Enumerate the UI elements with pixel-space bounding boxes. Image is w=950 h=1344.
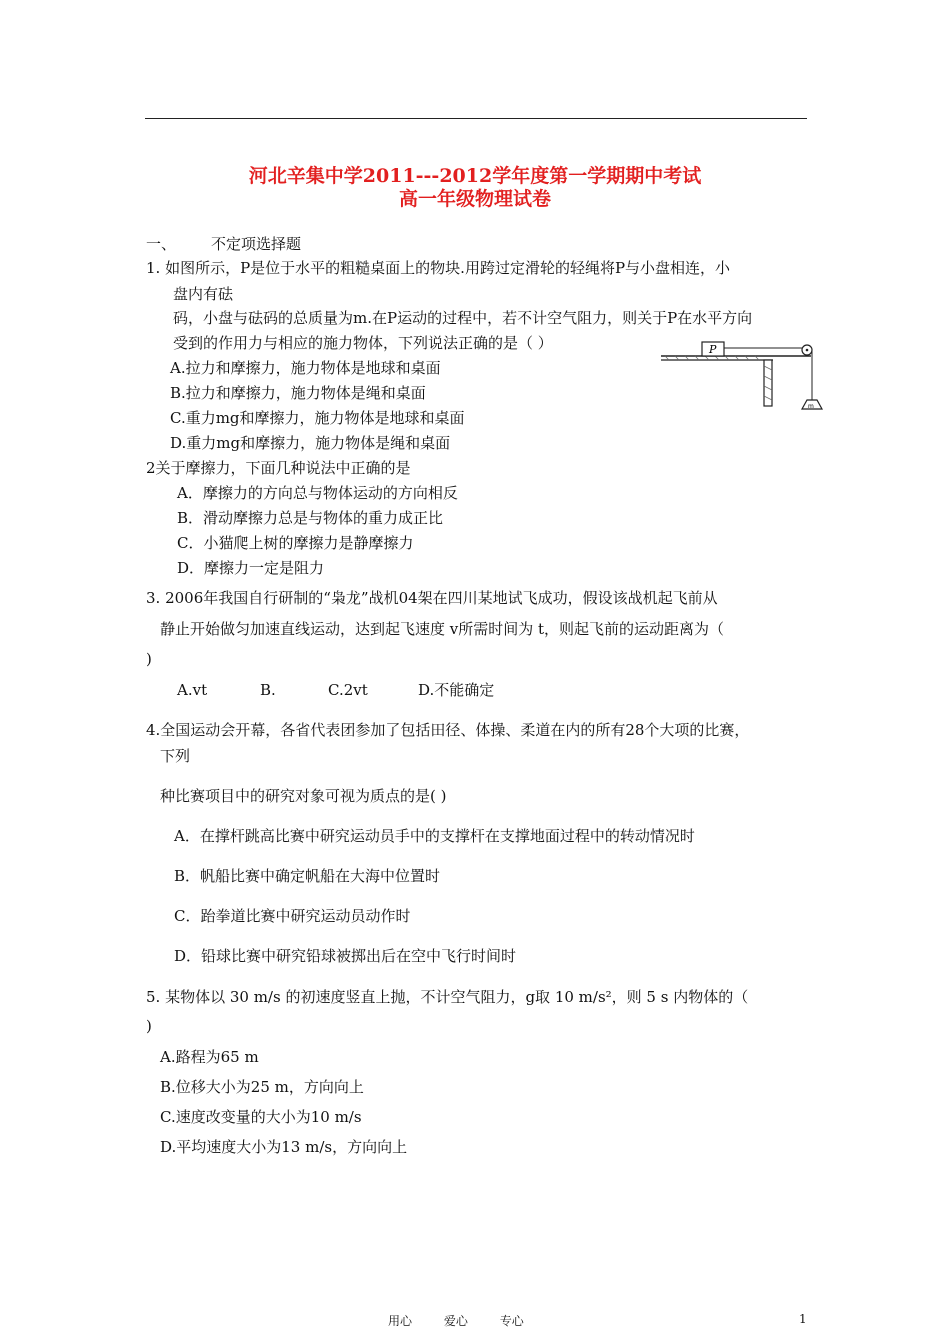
q5-option-c: C.速度改变量的大小为10 m/s: [160, 1108, 362, 1126]
section-label: 不定项选择题: [211, 235, 302, 253]
q5-option-b: B.位移大小为25 m，方向向上: [160, 1078, 364, 1096]
q3-stem-line2: 静止开始做匀加速直线运动，达到起飞速度 v所需时间为 t，则起飞前的运动距离为（: [160, 620, 725, 638]
q4-option-c: C．跆拳道比赛中研究运动员动作时: [174, 907, 411, 925]
q4-option-a: A．在撑杆跳高比赛中研究运动员手中的支撑杆在支撑地面过程中的转动情况时: [174, 827, 695, 845]
page-footer: [388, 1312, 552, 1329]
section-number: 一、: [146, 235, 177, 253]
q4-stem-line2: 下列: [160, 747, 191, 765]
q3-stem-line1: 3. 2006年我国自行研制的“枭龙”战机04架在四川某地试飞成功，假设该战机起飞前从: [146, 589, 718, 607]
q2-option-b: B．滑动摩擦力总是与物体的重力成正比: [177, 509, 444, 527]
figure-block-label: P: [709, 343, 717, 356]
exam-title: 河北辛集中学2011---2012学年度第一学期期中考试: [248, 165, 702, 187]
q2-option-a: A．摩擦力的方向总与物体运动的方向相反: [177, 484, 458, 502]
q5-option-a: A.路程为65 m: [160, 1048, 259, 1066]
q2-option-d: D．摩擦力一定是阻力: [177, 559, 325, 577]
figure-pan-label: m: [808, 403, 814, 410]
pulley-figure: [661, 334, 823, 416]
q5-stem-line2: ): [146, 1017, 152, 1035]
footer-word-2: 爱心: [443, 1314, 468, 1328]
q4-stem-line3: 种比赛项目中的研究对象可视为质点的是( ): [160, 787, 447, 805]
q3-option-d: D.不能确定: [418, 681, 495, 699]
q2-stem: 2关于摩擦力，下面几种说法中正确的是: [146, 459, 411, 477]
q1-stem-line1: 1. 如图所示，P是位于水平的粗糙桌面上的物块.用跨过定滑轮的轻绳将P与小盘相连，小: [146, 259, 731, 277]
q1-stem-line4: 受到的作用力与相应的施力物体，下列说法正确的是（ ）: [173, 334, 553, 352]
q1-option-a: A.拉力和摩擦力，施力物体是地球和桌面: [170, 359, 441, 377]
q5-stem-line1: 5. 某物体以 30 m/s 的初速度竖直上抛，不计空气阻力，g取 10 m/s²，则 5 s 内物体的（: [146, 988, 749, 1006]
q3-option-b: B.: [260, 681, 276, 699]
q3-option-a: A.vt: [177, 681, 208, 699]
q1-stem-line3: 码，小盘与砝码的总质量为m.在P运动的过程中，若不计空气阻力，则关于P在水平方向: [173, 309, 753, 327]
q3-stem-line3: ): [146, 650, 152, 668]
q1-option-b: B.拉力和摩擦力，施力物体是绳和桌面: [170, 384, 426, 402]
q1-option-c: C.重力mg和摩擦力，施力物体是地球和桌面: [170, 409, 465, 427]
footer-word-1: 用心: [388, 1314, 413, 1328]
q4-stem-line1: 4.全国运动会开幕，各省代表团参加了包括田径、体操、柔道在内的所有28个大项的比赛，: [146, 721, 750, 739]
q4-option-d: D．铅球比赛中研究铅球被掷出后在空中飞行时间时: [174, 947, 517, 965]
q4-option-b: B．帆船比赛中确定帆船在大海中位置时: [174, 867, 441, 885]
exam-subtitle: 高一年级物理试卷: [398, 188, 551, 210]
q1-option-d: D.重力mg和摩擦力，施力物体是绳和桌面: [170, 434, 451, 452]
q2-option-c: C．小猫爬上树的摩擦力是静摩擦力: [177, 534, 414, 552]
q5-option-d: D.平均速度大小为13 m/s，方向向上: [160, 1138, 408, 1156]
header-rule: [145, 118, 807, 119]
q3-option-c: C.2vt: [328, 681, 368, 699]
footer-word-3: 专心: [499, 1314, 524, 1328]
page-number: 1: [799, 1312, 807, 1326]
q1-stem-line2: 盘内有砝: [173, 285, 234, 303]
